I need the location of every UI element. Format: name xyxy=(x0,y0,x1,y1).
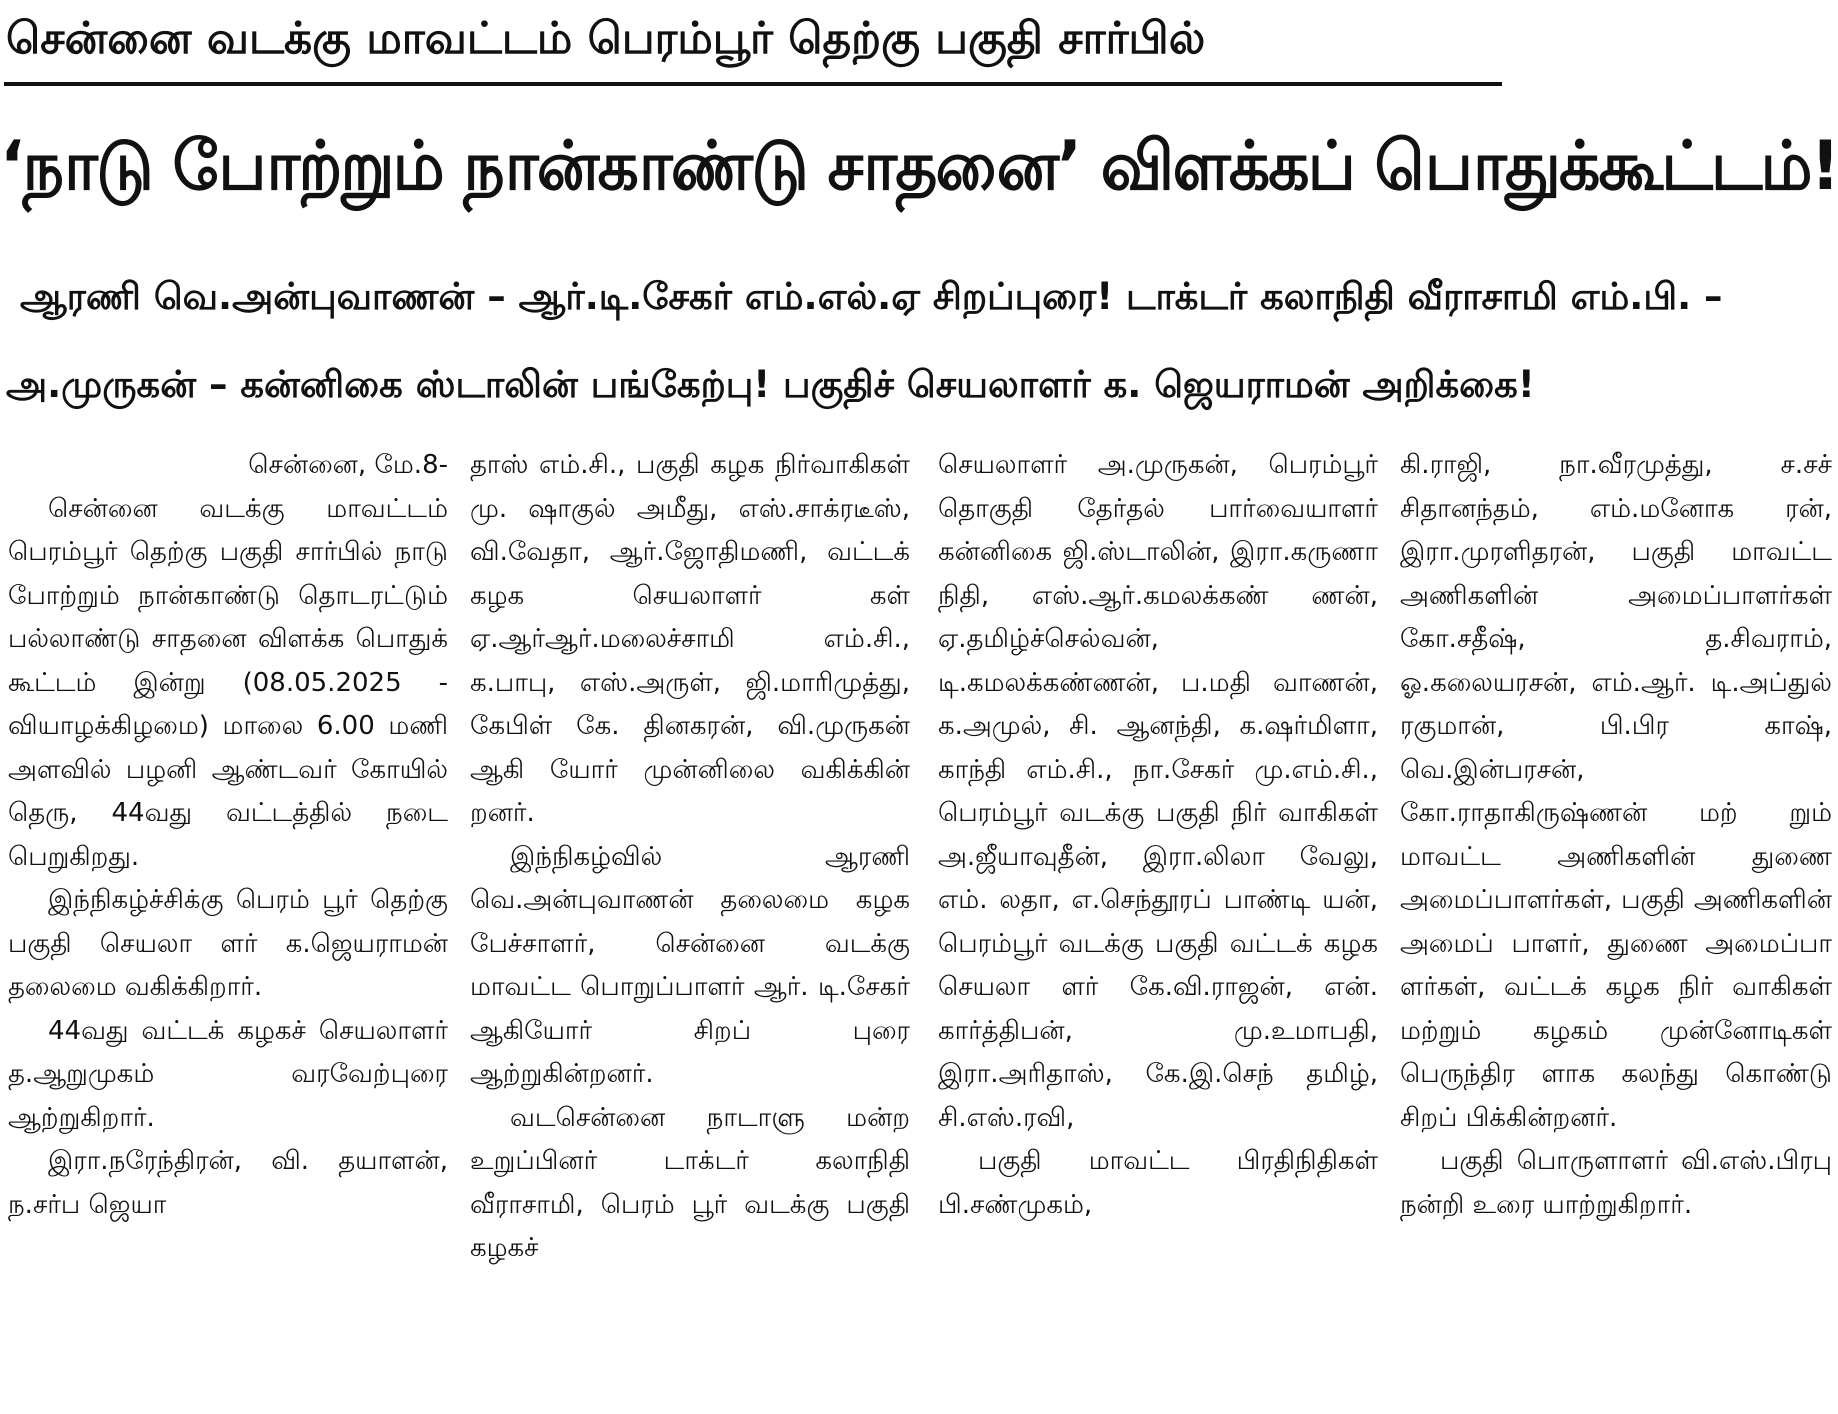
article-paragraph: கி.ராஜி, நா.வீரமுத்து, ச.சச் சிதானந்தம், எம்.மனோக ரன், இரா.முரளிதரன், பகுதி மாவட்ட அணிகளின் அமைப்பாளர்கள் கோ.சதீஷ், த.சிவராம், ஓ.கலையரசன், எம்.ஆர். டி.அப்துல் ரகுமான், பி.பிர காஷ், வெ.இன்பரசன், கோ.ராதாகிருஷ்ணன் மற் றும் மாவட்ட அணிகளின் துணை அமைப்பாளர்கள், பகுதி அணிகளின் அமைப் பாளர், துணை அமைப்பா ளர்கள், வட்டக் கழக நிர் வாகிகள் மற்றும் கழகம் முன்னோடிகள் பெருந்திர ளாக கலந்து கொண்டு சிறப் பிக்கின்றனர். xyxy=(1400,450,1832,1133)
article-column-3 xyxy=(938,444,1378,1410)
subheadline-line-2: அ.முருகன் – கன்னிகை ஸ்டாலின் பங்கேற்பு! பகுதிச் செயலாளர் க. ஜெயராமன் அறிக்கை! xyxy=(6,363,1535,406)
kicker-line: சென்னை வடக்கு மாவட்டம் பெரம்பூர் தெற்கு பகுதி சார்பில் xyxy=(6,13,1206,64)
article-paragraph: வடசென்னை நாடாளு மன்ற உறுப்பினர் டாக்டர் கலாநிதி வீராசாமி, பெரம் பூர் வடக்கு பகுதி கழகச் xyxy=(470,1102,910,1263)
article-paragraph: பகுதி மாவட்ட பிரதிநிதிகள் பி.சண்முகம், xyxy=(938,1146,1378,1220)
headline: ‘நாடு போற்றும் நான்காண்டு சாதனை’ விளக்கப் பொதுக்கூட்டம்! xyxy=(0,127,1838,206)
article-body xyxy=(8,444,1834,1410)
dateline: சென்னை, மே.8- xyxy=(248,450,448,480)
article-column-2 xyxy=(470,444,910,1410)
subheadline-line-1: ஆரணி வெ.அன்புவாணன் – ஆர்.டி.சேகர் எம்.எல்.ஏ சிறப்புரை! டாக்டர் கலாநிதி வீராசாமி எம்.பி. – xyxy=(20,275,1723,318)
kicker-underline xyxy=(4,82,1502,86)
article-paragraph: இரா.நரேந்திரன், வி. தயாளன், ந.சர்ப ஜெயா xyxy=(8,1146,448,1220)
article-paragraph: இந்நிகழ்ச்சிக்கு பெரம் பூர் தெற்கு பகுதி செயலா ளர் க.ஜெயராமன் தலைமை வகிக்கிறார். xyxy=(8,885,448,1002)
article-paragraph: பகுதி பொருளாளர் வி.எஸ்.பிரபு நன்றி உரை யாற்றுகிறார். xyxy=(1400,1146,1832,1220)
article-paragraph: 44வது வட்டக் கழகச் செயலாளர் த.ஆறுமுகம் வரவேற்புரை ஆற்றுகிறார். xyxy=(8,1015,448,1133)
article-paragraph: தாஸ் எம்.சி., பகுதி கழக நிர்வாகிகள் மு. ஷாகுல் அமீது, எஸ்.சாக்ரடீஸ், வி.வேதா, ஆர்.ஜோதிமணி, வட்டக் கழக செயலாளர் கள் ஏ.ஆர்ஆர்.மலைச்சாமி எம்.சி., க.பாபு, எஸ்.அருள், ஜி.மாரிமுத்து, கேபிள் கே. தினகரன், வி.முருகன் ஆகி யோர் முன்னிலை வகிக்கின் றனர். xyxy=(470,450,910,828)
article-paragraph: சென்னை வடக்கு மாவட்டம் பெரம்பூர் தெற்கு பகுதி சார்பில் நாடு போற்றும் நான்காண்டு தொடரட்டும் பல்லாண்டு சாதனை விளக்க பொதுக் கூட்டம் இன்று (08.05.2025 - வியாழக்கிழமை) மாலை 6.00 மணி அளவில் பழனி ஆண்டவர் கோயில் தெரு, 44வது வட்டத்தில் நடை பெறுகிறது. xyxy=(8,493,448,872)
article-paragraph: இந்நிகழ்வில் ஆரணி வெ.அன்புவாணன் தலைமை கழக பேச்சாளர், சென்னை வடக்கு மாவட்ட பொறுப்பாளர் ஆர். டி.சேகர் ஆகியோர் சிறப் புரை ஆற்றுகின்றனர். xyxy=(470,841,910,1089)
article-column-1 xyxy=(8,444,448,1410)
article-paragraph: செயலாளர் அ.முருகன், பெரம்பூர் தொகுதி தேர்தல் பார்வையாளர் கன்னிகை ஜி.ஸ்டாலின், இரா.கருணா நிதி, எஸ்.ஆர்.கமலக்கண் ணன், ஏ.தமிழ்ச்செல்வன், டி.கமலக்கண்ணன், ப.மதி வாணன், க.அமுல், சி. ஆனந்தி, க.ஷர்மிளா, காந்தி எம்.சி., நா.சேகர் மு.எம்.சி., பெரம்பூர் வடக்கு பகுதி நிர் வாகிகள் அ.ஜீயாவுதீன், இரா.லிலா வேலு, எம். லதா, எ.செந்தூரப் பாண்டி யன், பெரம்பூர் வடக்கு பகுதி வட்டக் கழக செயலா ளர் கே.வி.ராஜன், என். கார்த்திபன், மு.உமாபதி, இரா.அரிதாஸ், கே.இ.செந் தமிழ், சி.எஸ்.ரவி, xyxy=(938,450,1378,1133)
article-column-4 xyxy=(1400,444,1832,1410)
